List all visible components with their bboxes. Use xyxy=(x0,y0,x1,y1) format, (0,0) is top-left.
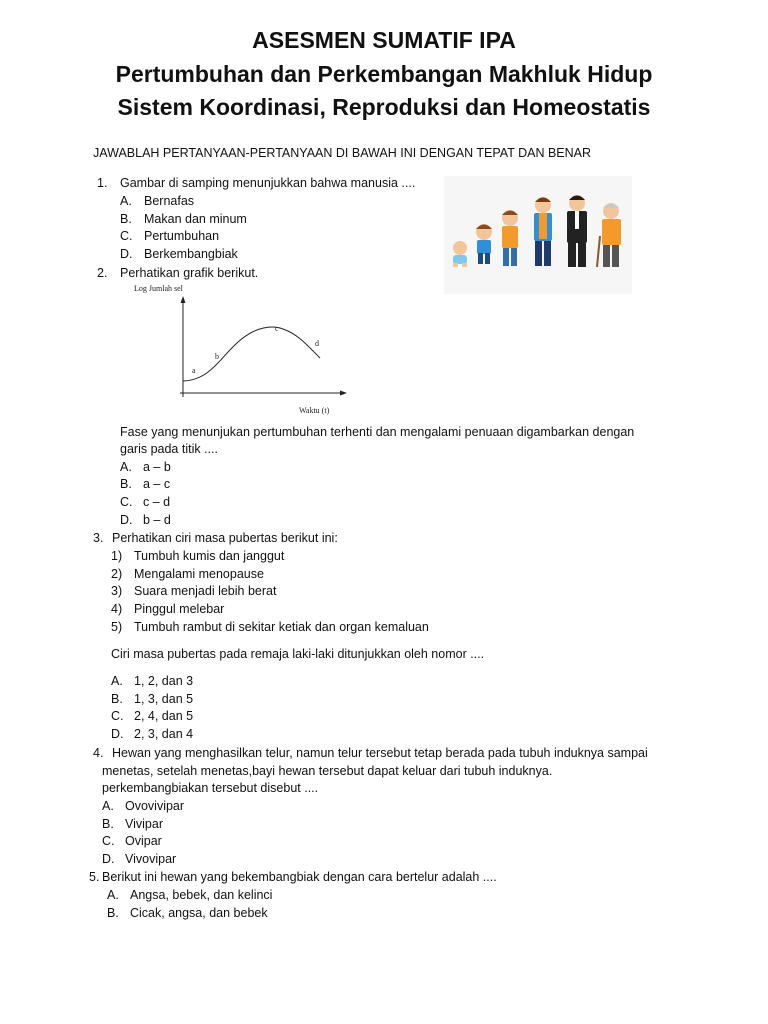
q1-number: 1. xyxy=(97,176,108,190)
graph-x-arrow xyxy=(340,391,347,396)
q1-option-d-letter: D. xyxy=(120,247,133,261)
q3-item-4-num: 4) xyxy=(111,602,123,616)
q5-number: 5. xyxy=(89,870,100,884)
q3-number: 3. xyxy=(93,531,104,545)
q2-question-line-2: garis pada titik .... xyxy=(120,442,218,456)
q3-item-1: Tumbuh kumis dan janggut xyxy=(134,549,285,563)
q3-option-c-letter: C. xyxy=(111,709,124,723)
title-line-3: Sistem Koordinasi, Reproduksi dan Homeostatis xyxy=(117,94,651,120)
q3-option-c: 2, 4, dan 5 xyxy=(134,709,194,723)
q4-option-b: Vivipar xyxy=(125,817,163,831)
instruction-text: JAWABLAH PERTANYAAN-PERTANYAAN DI BAWAH INI DENGAN TEPAT DAN BENAR xyxy=(93,146,592,160)
q1-option-d: Berkembangbiak xyxy=(144,247,238,261)
graph-y-arrow xyxy=(181,296,186,303)
q3-item-4: Pinggul melebar xyxy=(134,602,225,616)
q4-option-a-letter: A. xyxy=(102,799,114,813)
q5-text: Berikut ini hewan yang bekembangbiak dengan cara bertelur adalah .... xyxy=(102,870,497,884)
q2-option-b: a – c xyxy=(143,477,171,491)
q3-option-b: 1, 3, dan 5 xyxy=(134,692,194,706)
q3-option-a: 1, 2, dan 3 xyxy=(134,674,194,688)
q2-question-line-1: Fase yang menunjukan pertumbuhan terhenti dan mengalami penuaan digambarkan dengan xyxy=(120,425,635,439)
q3-item-3-num: 3) xyxy=(111,584,123,598)
q2-option-d-letter: D. xyxy=(120,513,133,527)
q3-item-3: Suara menjadi lebih berat xyxy=(134,584,277,598)
q1-option-b: Makan dan minum xyxy=(144,212,247,226)
q4-option-c: Ovipar xyxy=(125,834,162,848)
q3-item-2-num: 2) xyxy=(111,567,123,581)
q1-text: Gambar di samping menunjukkan bahwa manusia .... xyxy=(120,176,416,190)
human-growth-illustration xyxy=(444,176,632,294)
graph-point-a: a xyxy=(192,366,196,375)
q3-text: Perhatikan ciri masa pubertas berikut ini: xyxy=(112,531,338,545)
q2-option-a-letter: A. xyxy=(120,460,132,474)
q2-number: 2. xyxy=(97,266,108,280)
q4-option-c-letter: C. xyxy=(102,834,115,848)
q4-line-1: Hewan yang menghasilkan telur, namun telur tersebut tetap berada pada tubuh induknya sampai xyxy=(112,746,648,760)
q1-option-a-letter: A. xyxy=(120,194,132,208)
q4-option-a: Ovovivipar xyxy=(125,799,185,813)
q5-option-a: Angsa, bebek, dan kelinci xyxy=(130,888,273,902)
q2-option-c: c – d xyxy=(143,495,171,509)
q3-option-d: 2, 3, dan 4 xyxy=(134,727,194,741)
q5-option-b-letter: B. xyxy=(107,906,119,920)
q4-line-2: menetas, setelah menetas,bayi hewan tersebut dapat keluar dari tubuh induknya. xyxy=(102,764,553,778)
q2-text: Perhatikan grafik berikut. xyxy=(120,266,259,280)
q1-option-c-letter: C. xyxy=(120,229,133,243)
q4-option-d-letter: D. xyxy=(102,852,115,866)
q4-line-3: perkembangbiakan tersebut disebut .... xyxy=(102,781,319,795)
q3-question: Ciri masa pubertas pada remaja laki-laki ditunjukkan oleh nomor .... xyxy=(111,647,485,661)
graph-point-d: d xyxy=(315,339,319,348)
q3-option-b-letter: B. xyxy=(111,692,123,706)
q2-option-d: b – d xyxy=(143,513,171,527)
q2-option-b-letter: B. xyxy=(120,477,132,491)
q3-item-5: Tumbuh rambut di sekitar ketiak dan organ kemaluan xyxy=(134,620,429,634)
q3-option-a-letter: A. xyxy=(111,674,123,688)
q5-option-b: Cicak, angsa, dan bebek xyxy=(130,906,268,920)
graph-ylabel: Log Jumlah sel xyxy=(134,284,183,293)
q4-option-b-letter: B. xyxy=(102,817,114,831)
q3-item-2: Mengalami menopause xyxy=(134,567,264,581)
q3-item-5-num: 5) xyxy=(111,620,123,634)
title-line-2: Pertumbuhan dan Perkembangan Makhluk Hidup xyxy=(115,61,653,87)
graph-curve xyxy=(183,327,320,381)
q1-option-c: Pertumbuhan xyxy=(144,229,220,243)
q2-option-a: a – b xyxy=(143,460,171,474)
q1-option-a: Bernafas xyxy=(144,194,195,208)
q5-option-a-letter: A. xyxy=(107,888,119,902)
graph-point-c: c xyxy=(275,324,279,333)
growth-graph xyxy=(128,280,358,420)
q1-option-b-letter: B. xyxy=(120,212,132,226)
graph-point-b: b xyxy=(215,352,219,361)
q4-option-d: Vivovipar xyxy=(125,852,177,866)
graph-xlabel: Waktu (t) xyxy=(299,406,330,415)
q4-number: 4. xyxy=(93,746,104,760)
q3-option-d-letter: D. xyxy=(111,727,124,741)
q3-item-1-num: 1) xyxy=(111,549,123,563)
title-line-1: ASESMEN SUMATIF IPA xyxy=(252,27,516,53)
q2-option-c-letter: C. xyxy=(120,495,133,509)
